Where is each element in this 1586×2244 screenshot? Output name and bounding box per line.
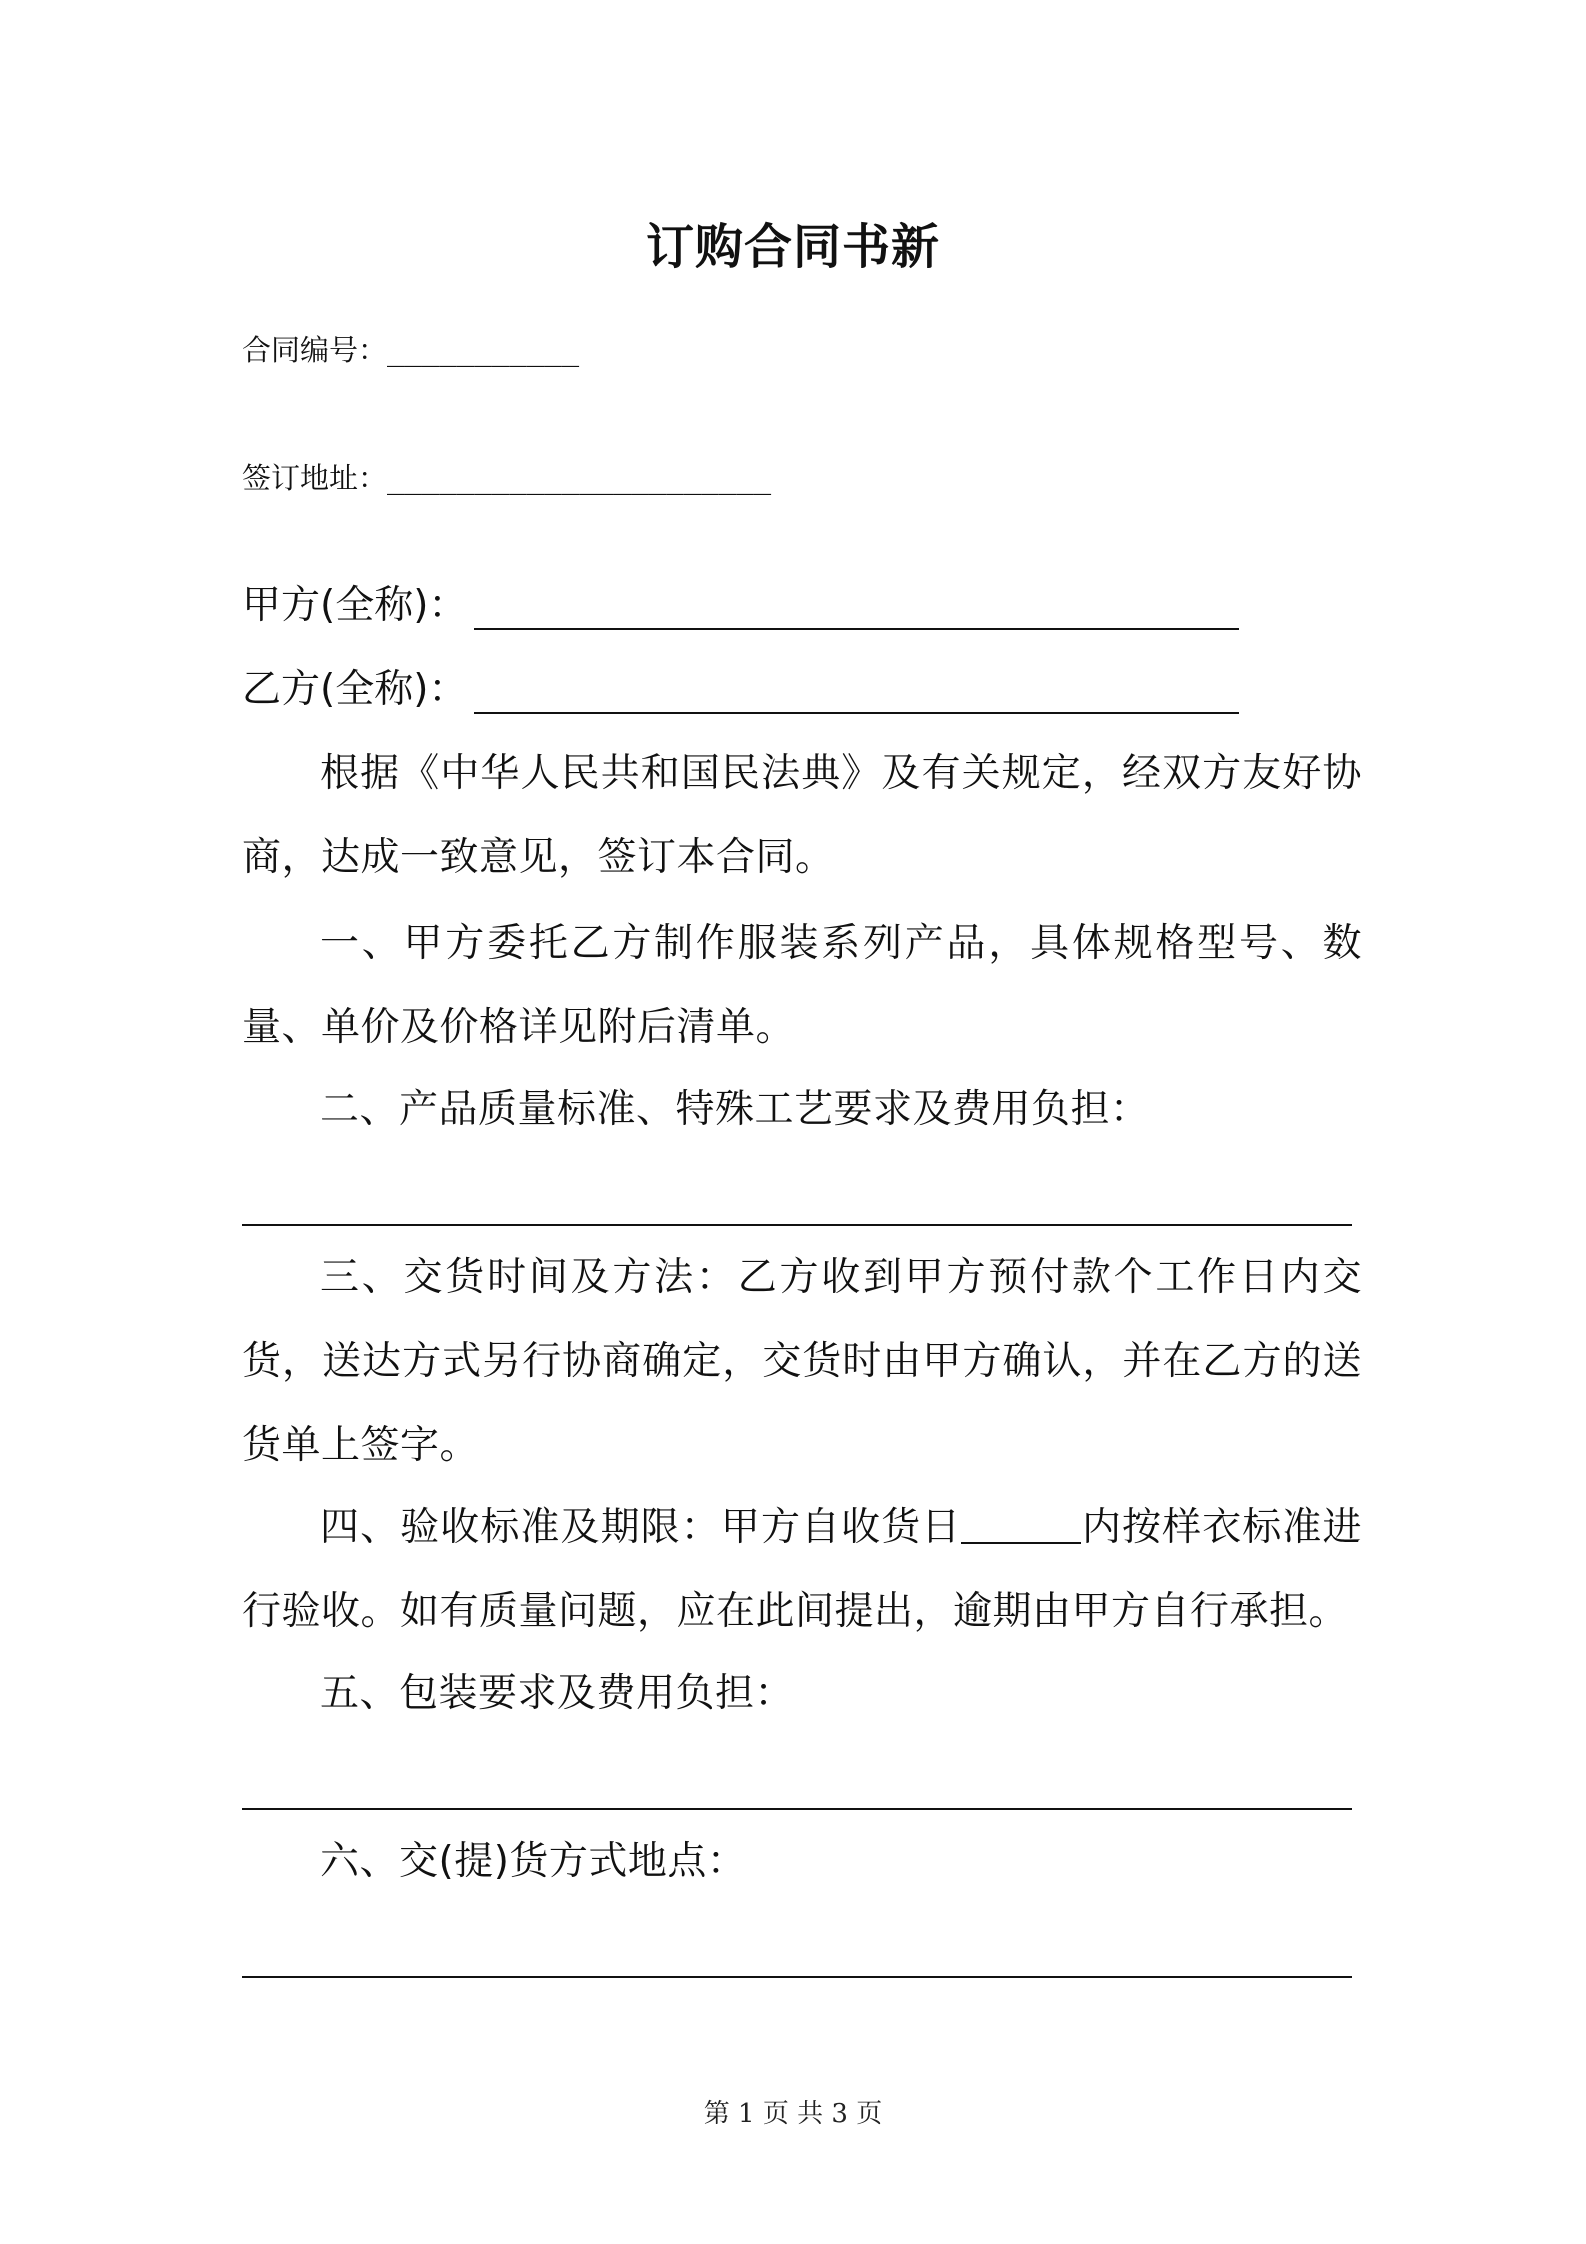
contract-number-label: 合同编号： <box>242 333 388 367</box>
clause-4-blank <box>961 1502 1081 1544</box>
clause-6-fill-line <box>242 1976 1352 1978</box>
signing-place-blank: ______________________ <box>387 461 772 495</box>
clause-2: 二、产品质量标准、特殊工艺要求及费用负担： <box>320 1087 1150 1132</box>
document-title: 订购合同书新 <box>645 219 940 275</box>
clause-2-fill-line <box>242 1224 1352 1226</box>
party-b-line <box>242 662 467 718</box>
party-b-label: 乙方(全称)： <box>242 667 468 712</box>
intro-paragraph: 根据《中华人民共和国民法典》及有关规定，经双方友好协商，达成一致意见，签订本合同。 <box>242 751 1362 880</box>
clause-4-part-2: 内按样衣标准进行验收。如有质量问题，应在此间提出，逾期由甲方自行承担。 <box>242 1505 1362 1634</box>
signing-place-line <box>242 458 771 498</box>
clause-6: 六、交(提)货方式地点： <box>320 1839 747 1884</box>
signing-place-label: 签订地址： <box>242 461 388 495</box>
clause-4 <box>242 1486 1362 1654</box>
clause-5-fill-line <box>242 1808 1352 1810</box>
party-b-fill-line <box>474 712 1239 714</box>
clause-1: 一、甲方委托乙方制作服装系列产品，具体规格型号、数量、单价及价格详见附后清单。 <box>242 921 1362 1050</box>
clause-5: 五、包装要求及费用负担： <box>320 1671 795 1716</box>
clause-4-part-1: 四、验收标准及期限：甲方自收货日 <box>320 1505 962 1550</box>
party-a-line <box>242 578 467 634</box>
contract-number-blank: ___________ <box>387 333 580 367</box>
party-a-fill-line <box>474 628 1239 630</box>
clause-3: 三、交货时间及方法：乙方收到甲方预付款个工作日内交货，送达方式另行协商确定，交货时由甲方确认，并在乙方的送货单上签字。 <box>242 1255 1362 1468</box>
page-footer: 第 1 页 共 3 页 <box>703 2099 883 2129</box>
party-a-label: 甲方(全称)： <box>242 583 468 628</box>
contract-number-line <box>242 330 579 370</box>
